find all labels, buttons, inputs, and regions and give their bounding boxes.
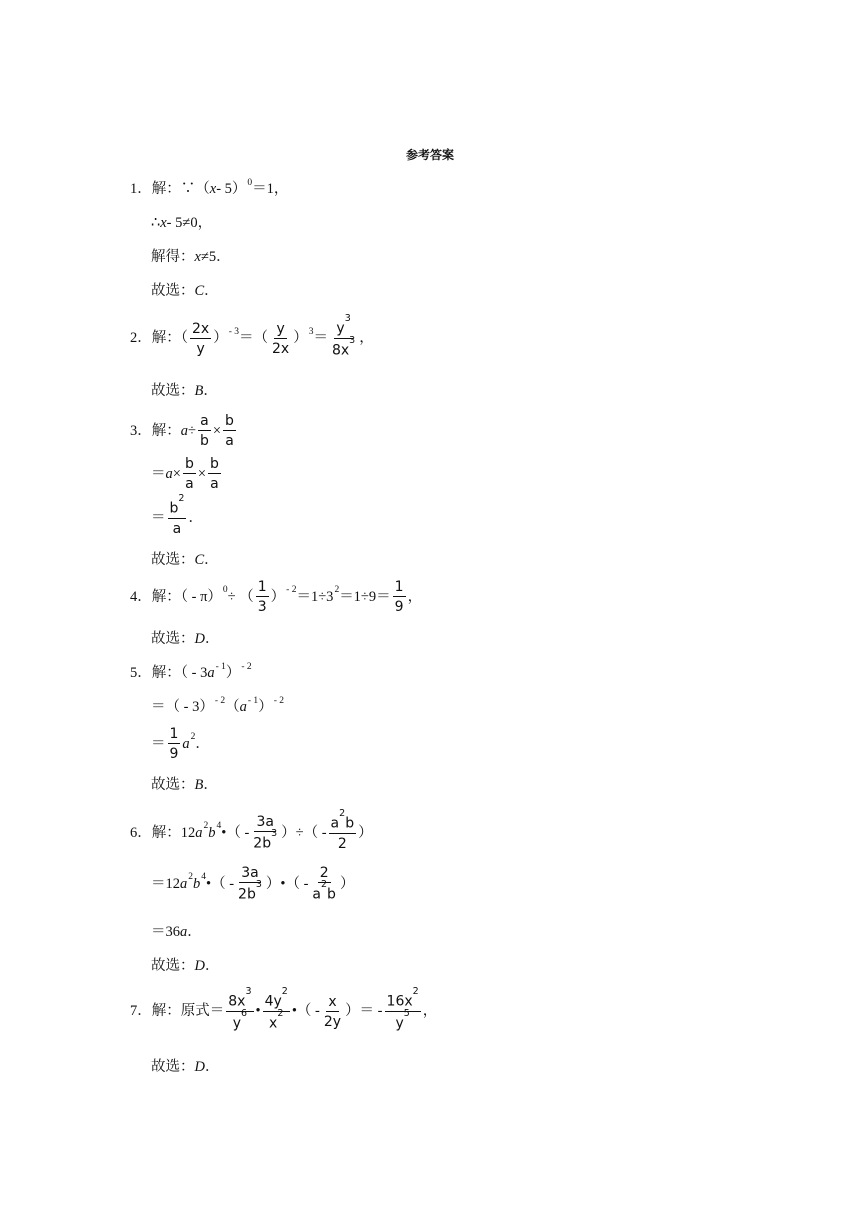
exponent: 2 [203, 821, 209, 832]
denominator: y [395, 1015, 404, 1032]
exponent: 2 [178, 493, 185, 504]
var: a [195, 824, 203, 841]
text: ． [204, 958, 220, 974]
answer-4-line-1 [130, 580, 422, 614]
exponent: - 2 [241, 661, 252, 672]
answer-number: 1． [130, 181, 152, 197]
exponent: 3 [245, 986, 252, 997]
denominator: a [210, 476, 219, 492]
text: ） [270, 588, 286, 605]
fraction [236, 866, 264, 902]
exponent: - 3 [228, 326, 239, 337]
text: ＝ [151, 465, 166, 482]
answer-1-line-3 [151, 250, 231, 265]
answer-number: 4． [130, 588, 152, 605]
fraction [208, 457, 221, 491]
var: a [207, 665, 215, 681]
text: •（ - [291, 1003, 320, 1020]
numerator: a [200, 413, 209, 429]
exponent: - 1 [215, 661, 226, 672]
text: ． [195, 735, 210, 752]
fraction [330, 313, 357, 359]
numerator: b [169, 500, 179, 517]
fraction [256, 580, 269, 614]
var: a [165, 465, 173, 482]
text: 解：（ - π） [151, 588, 222, 605]
text: ）＝ - [345, 1003, 383, 1020]
fraction [385, 986, 421, 1032]
exponent: 2 [321, 879, 328, 890]
exponent: 4 [216, 821, 222, 832]
answer-3-line-3 [151, 493, 203, 537]
page-title: 参考答案 [405, 148, 454, 162]
denominator: a [185, 476, 194, 492]
text: ＝1， [252, 181, 289, 197]
answer-4-choice [151, 632, 219, 647]
fraction [263, 986, 290, 1032]
text: ． [204, 1059, 220, 1075]
denominator: y [196, 340, 205, 357]
text: ） [339, 875, 355, 892]
denominator: 8x [331, 342, 350, 359]
answer-3-line-1 [130, 414, 238, 448]
text: ÷ （ [227, 588, 254, 605]
fraction [270, 322, 291, 356]
numerator: 8x [228, 993, 246, 1010]
text: 故选： [151, 283, 195, 299]
numerator: y [276, 320, 285, 337]
denominator: b [199, 433, 209, 449]
fraction [226, 986, 253, 1032]
fraction [329, 808, 357, 852]
choice-letter: D [194, 958, 205, 974]
text: ＝1÷3 [296, 588, 334, 605]
denominator: 2 [337, 835, 347, 852]
fraction [190, 322, 211, 356]
denominator: a [172, 520, 182, 537]
answer-2-choice [151, 384, 218, 399]
text: 解得： [151, 249, 195, 265]
exponent: 3 [308, 326, 314, 337]
choice-letter: D [194, 1059, 205, 1075]
exponent: 0 [222, 585, 228, 596]
choice-letter: B [194, 777, 204, 793]
var: a [239, 699, 247, 715]
text: 故选： [151, 1059, 195, 1075]
exponent: - 1 [247, 695, 259, 706]
denominator: x [269, 1015, 278, 1032]
denominator: b [327, 886, 336, 903]
text: ． [204, 631, 220, 647]
numerator: 4y [264, 993, 282, 1010]
exponent: - 2 [273, 695, 284, 706]
numerator: 1 [257, 579, 267, 595]
text: ） [258, 699, 273, 715]
numerator: b [345, 815, 355, 832]
text: ． [187, 924, 202, 940]
text: ． [203, 383, 218, 399]
text: ÷ [188, 422, 196, 439]
exponent: 2 [412, 986, 419, 997]
text: •（ - [221, 824, 250, 841]
var: b [208, 824, 216, 841]
exponent: 2 [277, 1007, 284, 1019]
exponent: - 2 [214, 695, 226, 706]
text: 解：（ - 3 [151, 665, 208, 681]
var: x [209, 181, 217, 197]
text: 故选： [151, 958, 195, 974]
answer-3-choice [151, 553, 219, 568]
numerator: x [328, 993, 337, 1010]
text: ＝ [151, 735, 166, 752]
text: ＝36 [151, 924, 180, 940]
text: ． [188, 509, 203, 526]
answer-number: 6． [130, 824, 152, 841]
text: • [255, 1003, 261, 1020]
fraction [168, 493, 187, 537]
exponent: 5 [403, 1007, 410, 1019]
fraction [198, 414, 211, 448]
numerator: b [225, 413, 234, 429]
exponent: 2 [281, 986, 288, 997]
text: ， [359, 330, 374, 347]
text: ）•（ - [265, 875, 309, 892]
text: ＝12 [151, 875, 180, 892]
var: a [180, 422, 188, 439]
answer-5-choice [151, 778, 218, 793]
text: - 5≠0， [166, 215, 213, 231]
denominator: 2b [253, 835, 272, 852]
text: ） [293, 330, 308, 347]
var: a [180, 924, 188, 940]
answer-3-line-2 [151, 457, 223, 491]
exponent: 2 [334, 585, 340, 596]
text: 解：（ [151, 330, 188, 347]
text: ） [225, 665, 241, 681]
text: × [172, 465, 181, 482]
numerator: 2x [192, 320, 210, 337]
answer-5-line-1 [130, 661, 252, 681]
exponent: 4 [201, 872, 206, 883]
exponent: 3 [349, 334, 356, 346]
numerator: 3a [256, 814, 274, 830]
answer-number: 5． [130, 665, 152, 681]
text: 故选： [151, 777, 195, 793]
exponent: 2 [190, 732, 196, 743]
denominator: 2y [323, 1013, 342, 1030]
fraction [322, 995, 343, 1029]
text: 故选： [151, 552, 195, 568]
fraction [168, 727, 181, 761]
numerator: 16x [386, 993, 413, 1010]
numerator: a [330, 815, 340, 832]
text: - 5） [216, 181, 247, 197]
choice-letter: B [194, 383, 204, 399]
denominator: a [225, 433, 234, 449]
numerator: b [184, 456, 194, 472]
exponent: 3 [255, 879, 262, 890]
var: a [182, 735, 190, 752]
text: ≠5． [200, 249, 231, 265]
answer-7-line-1 [130, 986, 438, 1032]
choice-letter: C [194, 552, 205, 568]
text: ， [407, 588, 423, 605]
answer-number: 2． [130, 330, 152, 347]
exponent: 3 [271, 828, 278, 839]
text: ， [422, 1003, 438, 1020]
numerator: 1 [169, 726, 179, 742]
text: •（ - [206, 875, 235, 892]
exponent: 3 [344, 313, 351, 324]
numerator: b [210, 456, 219, 472]
denominator: 9 [169, 746, 179, 762]
fraction [183, 457, 196, 491]
answer-7-choice [151, 1060, 219, 1075]
answer-6-choice [151, 959, 219, 974]
numerator: 3a [241, 865, 259, 881]
text: ． [204, 283, 219, 299]
text: ＝（ - 3） [151, 699, 214, 715]
text: 故选： [151, 383, 195, 399]
var: x [194, 249, 201, 265]
text: ＝ [151, 509, 166, 526]
text: ＝1÷9＝ [339, 588, 391, 605]
var: x [160, 215, 167, 231]
exponent: - 2 [286, 585, 297, 596]
text: 解：原式＝ [151, 1003, 225, 1020]
numerator: y [336, 320, 345, 337]
exponent: 6 [241, 1007, 248, 1019]
denominator: y [232, 1015, 241, 1032]
fraction [223, 414, 236, 448]
answer-1-choice [151, 284, 219, 299]
text: × [197, 465, 207, 482]
answer-1-line-1 [130, 177, 289, 197]
answer-number: 7． [130, 1003, 152, 1020]
exponent: 2 [339, 808, 346, 819]
text: ． [204, 552, 219, 568]
numerator: 1 [394, 579, 404, 595]
denominator: 3 [257, 599, 267, 615]
text: ）÷（ - [281, 824, 327, 841]
var: b [193, 875, 201, 892]
text: ∴ [151, 215, 161, 231]
answer-5-line-2 [151, 695, 284, 715]
answer-6-line-3 [151, 925, 202, 940]
choice-letter: D [194, 631, 205, 647]
exponent: 0 [247, 177, 253, 188]
text: 解： [151, 422, 181, 439]
text: ） [358, 824, 373, 841]
fraction [310, 866, 338, 902]
text: （ [225, 699, 240, 715]
text: 解：∵（ [151, 181, 210, 197]
fraction [251, 815, 279, 851]
text: ＝ [313, 330, 328, 347]
exponent: 2 [188, 872, 193, 883]
fraction [393, 580, 406, 614]
answer-5-line-3 [151, 727, 210, 761]
text: 解：12 [151, 824, 196, 841]
choice-letter: C [194, 283, 205, 299]
text: ） [213, 330, 228, 347]
answer-6-line-1 [130, 808, 373, 852]
answer-2-line-1 [130, 313, 374, 359]
answer-1-line-2 [151, 216, 212, 231]
answer-number: 3． [130, 422, 152, 439]
text: × [212, 422, 222, 439]
text: ＝（ [239, 330, 268, 347]
denominator: a [312, 886, 321, 903]
denominator: 2x [272, 340, 290, 357]
denominator: 9 [394, 599, 404, 615]
text: 故选： [151, 631, 195, 647]
var: a [180, 875, 188, 892]
denominator: 2b [238, 886, 256, 903]
numerator: 2 [319, 865, 329, 881]
text: ． [203, 777, 218, 793]
answer-6-line-2 [151, 866, 354, 902]
